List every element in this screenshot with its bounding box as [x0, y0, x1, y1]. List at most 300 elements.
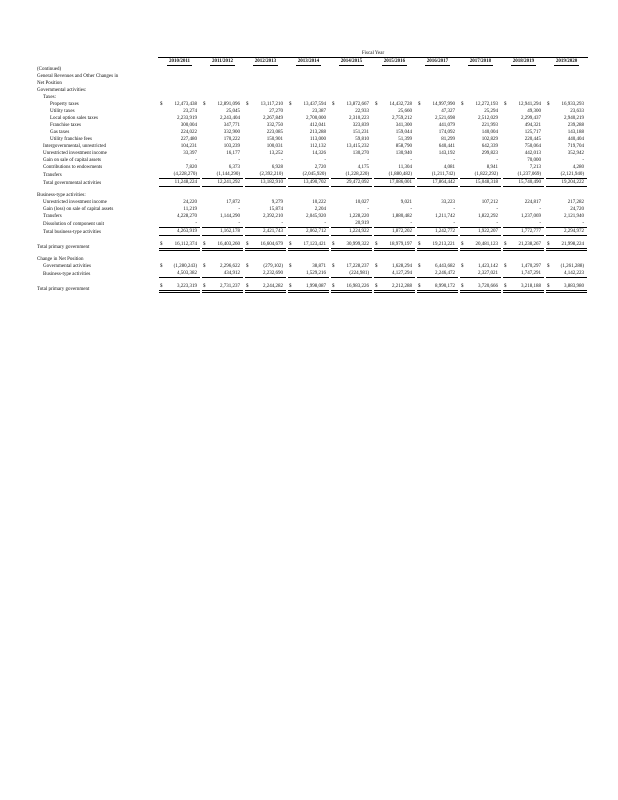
value-cell	[545, 228, 588, 236]
value-cell	[416, 80, 459, 87]
row-label: Unrestricted investment income	[43, 151, 107, 156]
amount-value: 15,874	[269, 207, 283, 212]
section-heading-row	[36, 87, 588, 94]
value-cell	[244, 129, 287, 136]
year-column-header	[244, 58, 287, 67]
amount-value: 12,272,193	[475, 102, 498, 107]
amount-value: 17,864,442	[432, 180, 455, 185]
amount-value: 1,470,297	[521, 264, 541, 269]
value-cell	[244, 87, 287, 94]
amount-value: 2,232,690	[263, 271, 283, 276]
amount-value: 2,204	[314, 207, 326, 212]
value-cell	[416, 87, 459, 94]
table-row	[36, 241, 588, 251]
amount-value: 1,872,202	[392, 229, 412, 234]
value-cell	[287, 241, 330, 251]
amount-value: 2,062,712	[306, 229, 326, 234]
value-cell	[287, 256, 330, 263]
currency-symbol: $	[547, 284, 550, 289]
value-cell	[244, 270, 287, 278]
amount-value: 47,327	[441, 109, 455, 114]
amount-value: -	[410, 158, 412, 163]
value-cell	[373, 206, 416, 213]
amount-value: (1,211,742)	[431, 172, 455, 177]
value-cell	[244, 164, 287, 171]
year-label: 2018/2019	[512, 59, 535, 64]
amount-value: -	[496, 207, 498, 212]
currency-symbol: $	[418, 102, 421, 107]
amount-value: 9,021	[400, 200, 412, 205]
amount-value: 7,820	[185, 165, 197, 170]
amount-value: 1,772,777	[521, 229, 541, 234]
value-cell	[158, 206, 201, 213]
currency-symbol: $	[547, 264, 550, 269]
value-cell	[502, 256, 545, 263]
value-cell	[158, 101, 201, 108]
value-cell	[502, 73, 545, 80]
row-label: Gain (loss) on sale of capital assets	[43, 207, 114, 212]
currency-symbol: $	[246, 264, 249, 269]
value-cell	[244, 66, 287, 73]
value-cell	[502, 164, 545, 171]
amount-value: 2,233,919	[177, 116, 197, 121]
amount-value: 13,437,594	[303, 102, 326, 107]
value-cell	[201, 199, 244, 206]
value-cell	[416, 73, 459, 80]
amount-value: 412,041	[309, 123, 326, 128]
value-cell	[459, 150, 502, 157]
amount-value: 13,117,210	[260, 102, 283, 107]
amount-value: 299,823	[481, 151, 498, 156]
amount-value: -	[238, 221, 240, 226]
value-cell	[330, 108, 373, 115]
value-cell	[459, 66, 502, 73]
value-cell	[244, 150, 287, 157]
amount-value: 33,223	[441, 200, 455, 205]
table-row	[36, 213, 588, 220]
amount-value: 16,604,679	[260, 242, 283, 247]
value-cell	[287, 143, 330, 150]
value-cell	[158, 179, 201, 187]
amount-value: 13,415,232	[346, 144, 369, 149]
amount-value: 1,242,772	[435, 229, 455, 234]
value-cell	[502, 129, 545, 136]
amount-value: 103,239	[223, 144, 240, 149]
value-cell	[330, 192, 373, 199]
table-row	[36, 270, 588, 278]
amount-value: -	[496, 158, 498, 163]
value-cell	[373, 179, 416, 187]
value-cell	[416, 270, 459, 278]
section-heading-row	[36, 192, 588, 199]
value-cell	[373, 241, 416, 251]
value-cell	[502, 94, 545, 101]
amount-value: -	[324, 221, 326, 226]
amount-value: 323,839	[352, 123, 369, 128]
amount-value: 24,220	[183, 200, 197, 205]
currency-symbol: $	[375, 242, 378, 247]
amount-value: 100,031	[266, 144, 283, 149]
value-cell	[244, 220, 287, 228]
amount-value: 16,933,293	[561, 102, 585, 107]
currency-symbol: $	[504, 242, 507, 247]
table-row	[36, 206, 588, 213]
value-cell	[502, 66, 545, 73]
row-label: Total primary government	[37, 245, 90, 250]
value-cell	[244, 199, 287, 206]
value-cell	[330, 157, 373, 164]
value-cell	[416, 122, 459, 129]
value-cell	[545, 179, 588, 187]
amount-value: (1,228,220)	[345, 172, 369, 177]
amount-value: 1,880,482	[392, 214, 412, 219]
amount-value: (2,392,210)	[259, 172, 283, 177]
amount-value: 227,480	[180, 137, 197, 142]
value-cell	[545, 241, 588, 251]
amount-value: -	[582, 158, 585, 163]
amount-value: 4,263,919	[177, 229, 197, 234]
amount-value: (2,045,920)	[302, 172, 326, 177]
amount-value: 1,228,220	[349, 214, 369, 219]
value-cell	[373, 150, 416, 157]
value-cell	[459, 115, 502, 122]
amount-value: 11,304	[398, 165, 412, 170]
year-column-header	[459, 58, 502, 67]
value-cell	[545, 157, 588, 164]
row-label: Taxes:	[43, 95, 56, 100]
section-heading-row	[36, 80, 588, 87]
value-cell	[373, 136, 416, 143]
amount-value: 213,288	[309, 130, 326, 135]
value-cell	[201, 220, 244, 228]
value-cell	[158, 220, 201, 228]
value-cell	[330, 270, 373, 278]
table-row	[36, 171, 588, 179]
row-label: Gas taxes	[50, 130, 70, 135]
amount-value: 1,423,142	[478, 264, 498, 269]
amount-value: 220,445	[524, 137, 541, 142]
amount-value: 2,243,404	[220, 116, 240, 121]
value-cell	[502, 206, 545, 213]
amount-value: 434,912	[223, 271, 240, 276]
amount-value: 13,252	[269, 151, 283, 156]
amount-value: 104,231	[180, 144, 197, 149]
value-cell	[545, 80, 588, 87]
value-cell	[244, 263, 287, 270]
currency-symbol: $	[160, 264, 163, 269]
currency-symbol: $	[160, 284, 163, 289]
value-cell	[330, 228, 373, 236]
value-cell	[158, 199, 201, 206]
amount-value: 8,990,172	[435, 284, 455, 289]
amount-value: 12,473,438	[174, 102, 197, 107]
amount-value: 2,327,021	[478, 271, 498, 276]
value-cell	[201, 157, 244, 164]
year-column-header	[373, 58, 416, 67]
row-label: Total primary government	[37, 287, 90, 292]
value-cell	[373, 108, 416, 115]
amount-value: -	[367, 158, 369, 163]
value-cell	[502, 199, 545, 206]
value-cell	[330, 80, 373, 87]
value-cell	[330, 136, 373, 143]
amount-value: 16,177	[226, 151, 240, 156]
table-row	[36, 164, 588, 171]
value-cell	[201, 270, 244, 278]
amount-value: 2,045,920	[306, 214, 326, 219]
amount-value: (1,237,069)	[517, 172, 541, 177]
amount-value: -	[238, 207, 240, 212]
value-cell	[502, 87, 545, 94]
value-cell	[459, 108, 502, 115]
value-cell	[287, 73, 330, 80]
value-cell	[416, 192, 459, 199]
value-cell	[330, 199, 373, 206]
amount-value: 440,404	[567, 137, 585, 142]
amount-value: 1,822,292	[478, 214, 498, 219]
amount-value: -	[281, 158, 283, 163]
value-cell	[416, 263, 459, 270]
amount-value: 14,997,990	[432, 102, 455, 107]
value-cell	[373, 220, 416, 228]
amount-value: -	[453, 221, 455, 226]
value-cell	[158, 150, 201, 157]
amount-value: 2,759,212	[392, 116, 412, 121]
value-cell	[201, 143, 244, 150]
row-label: Unrestricted investment income	[43, 200, 107, 205]
header-spacer	[36, 58, 158, 67]
amount-value: 347,771	[223, 123, 240, 128]
currency-symbol: $	[332, 102, 335, 107]
value-cell	[459, 228, 502, 236]
value-cell	[459, 199, 502, 206]
year-label: 2016/2017	[426, 59, 449, 64]
amount-value: 17,872	[226, 200, 240, 205]
value-cell	[287, 129, 330, 136]
amount-value: 21,238,267	[518, 242, 541, 247]
value-cell	[330, 150, 373, 157]
value-cell	[158, 241, 201, 251]
value-cell	[244, 122, 287, 129]
value-cell	[244, 241, 287, 251]
table-row	[36, 143, 588, 150]
amount-value: 1,211,742	[435, 214, 455, 219]
amount-value: 332,900	[223, 130, 240, 135]
value-cell	[373, 228, 416, 236]
value-cell	[502, 122, 545, 129]
amount-value: 4,142,223	[564, 271, 585, 276]
value-cell	[330, 179, 373, 187]
amount-value: 49,300	[527, 109, 541, 114]
table-row	[36, 108, 588, 115]
row-label: Transfers	[43, 214, 62, 219]
value-cell	[545, 270, 588, 278]
amount-value: 10,222	[312, 200, 326, 205]
amount-value: 27,270	[269, 109, 283, 114]
value-cell	[502, 80, 545, 87]
amount-value: 81,299	[441, 137, 455, 142]
amount-value: 10,027	[355, 200, 369, 205]
amount-value: 640,441	[438, 144, 455, 149]
value-cell	[201, 101, 244, 108]
year-column-header	[330, 58, 373, 67]
value-cell	[287, 108, 330, 115]
currency-symbol: $	[289, 102, 292, 107]
year-columns-row	[36, 58, 588, 67]
value-cell	[373, 192, 416, 199]
value-cell	[545, 87, 588, 94]
value-cell	[502, 171, 545, 179]
amount-value: 33,397	[183, 151, 197, 156]
value-cell	[287, 263, 330, 270]
amount-value: 23,633	[570, 109, 585, 114]
amount-value: 2,512,029	[478, 116, 498, 121]
value-cell	[330, 115, 373, 122]
value-cell	[287, 80, 330, 87]
amount-value: 113,000	[309, 137, 326, 142]
currency-symbol: $	[547, 242, 550, 247]
value-cell	[416, 241, 459, 251]
row-label: Net Position	[37, 81, 62, 86]
value-cell	[373, 94, 416, 101]
value-cell	[416, 108, 459, 115]
value-cell	[459, 179, 502, 187]
amount-value: 2,700,000	[306, 116, 326, 121]
value-cell	[158, 115, 201, 122]
value-cell	[459, 143, 502, 150]
amount-value: 1,162,178	[220, 229, 240, 234]
row-label: Local option sales taxes	[50, 116, 98, 121]
value-cell	[373, 199, 416, 206]
amount-value: 11,219	[183, 207, 197, 212]
amount-value: 4,081	[443, 165, 455, 170]
value-cell	[416, 283, 459, 293]
amount-value: 4,503,382	[177, 271, 197, 276]
year-label: 2013/2014	[297, 59, 320, 64]
amount-value: 239,288	[567, 123, 585, 128]
amount-value: -	[195, 158, 197, 163]
currency-symbol: $	[332, 264, 335, 269]
amount-value: 29,472,092	[346, 180, 369, 185]
value-cell	[330, 283, 373, 293]
value-cell	[244, 80, 287, 87]
amount-value: 2,244,282	[263, 284, 283, 289]
amount-value: 224,022	[180, 130, 197, 135]
value-cell	[330, 220, 373, 228]
value-cell	[201, 206, 244, 213]
value-cell	[502, 241, 545, 251]
value-cell	[330, 241, 373, 251]
value-cell	[459, 206, 502, 213]
value-cell	[545, 199, 588, 206]
value-cell	[158, 213, 201, 220]
value-cell	[416, 66, 459, 73]
currency-symbol: $	[160, 242, 163, 247]
amount-value: -	[367, 207, 369, 212]
value-cell	[244, 157, 287, 164]
amount-value: 17,123,421	[303, 242, 326, 247]
currency-symbol: $	[289, 242, 292, 247]
amount-value: 2,310,223	[349, 116, 369, 121]
amount-value: 223,085	[266, 130, 283, 135]
value-cell	[201, 80, 244, 87]
amount-value: 15,048,318	[475, 180, 498, 185]
row-label: Gain on sale of capital assets	[43, 158, 101, 163]
table-row	[36, 228, 588, 236]
amount-value: 6,373	[228, 165, 240, 170]
value-cell	[158, 73, 201, 80]
value-cell	[330, 101, 373, 108]
currency-symbol: $	[375, 102, 378, 107]
table-row	[36, 157, 588, 164]
value-cell	[545, 150, 588, 157]
value-cell	[201, 228, 244, 236]
value-cell	[502, 150, 545, 157]
amount-value: 19,204,222	[561, 180, 585, 185]
row-label: Governmental activities	[43, 264, 91, 269]
currency-symbol: $	[461, 284, 464, 289]
year-label: 2017/2018	[469, 59, 492, 64]
value-cell	[158, 136, 201, 143]
value-cell	[201, 256, 244, 263]
value-cell	[459, 136, 502, 143]
currency-symbol: $	[418, 284, 421, 289]
currency-symbol: $	[418, 264, 421, 269]
row-label: Property taxes	[50, 102, 79, 107]
amount-value: 159,044	[395, 130, 412, 135]
value-cell	[244, 143, 287, 150]
amount-value: (1,144,290)	[216, 172, 240, 177]
value-cell	[459, 87, 502, 94]
amount-value: 3,720,666	[478, 284, 498, 289]
row-label: Governmental activities:	[37, 88, 87, 93]
amount-value: -	[453, 158, 455, 163]
value-cell	[287, 122, 330, 129]
amount-value: 130,270	[352, 151, 369, 156]
value-cell	[545, 256, 588, 263]
value-cell	[545, 164, 588, 171]
value-cell	[459, 122, 502, 129]
value-cell	[416, 171, 459, 179]
value-cell	[373, 164, 416, 171]
value-cell	[201, 192, 244, 199]
amount-value: 38,871	[312, 264, 326, 269]
currency-symbol: $	[203, 242, 206, 247]
value-cell	[158, 157, 201, 164]
table-row	[36, 115, 588, 122]
table-row	[36, 101, 588, 108]
amount-value: 300,004	[180, 123, 197, 128]
value-cell	[373, 73, 416, 80]
value-cell	[244, 108, 287, 115]
table-row	[36, 94, 588, 101]
value-cell	[244, 136, 287, 143]
amount-value: 8,941	[486, 165, 498, 170]
value-cell	[502, 115, 545, 122]
amount-value: 18,979,197	[389, 242, 412, 247]
row-label: Change in Net Position	[37, 257, 84, 262]
amount-value: 224,817	[524, 200, 541, 205]
amount-value: 2,421,743	[263, 229, 283, 234]
value-cell	[287, 192, 330, 199]
year-column-header	[416, 58, 459, 67]
amount-value: 20,919	[355, 221, 369, 226]
table-row	[36, 199, 588, 206]
value-cell	[545, 108, 588, 115]
amount-value: 221,993	[481, 123, 498, 128]
value-cell	[244, 179, 287, 187]
amount-value: 16,403,260	[217, 242, 240, 247]
